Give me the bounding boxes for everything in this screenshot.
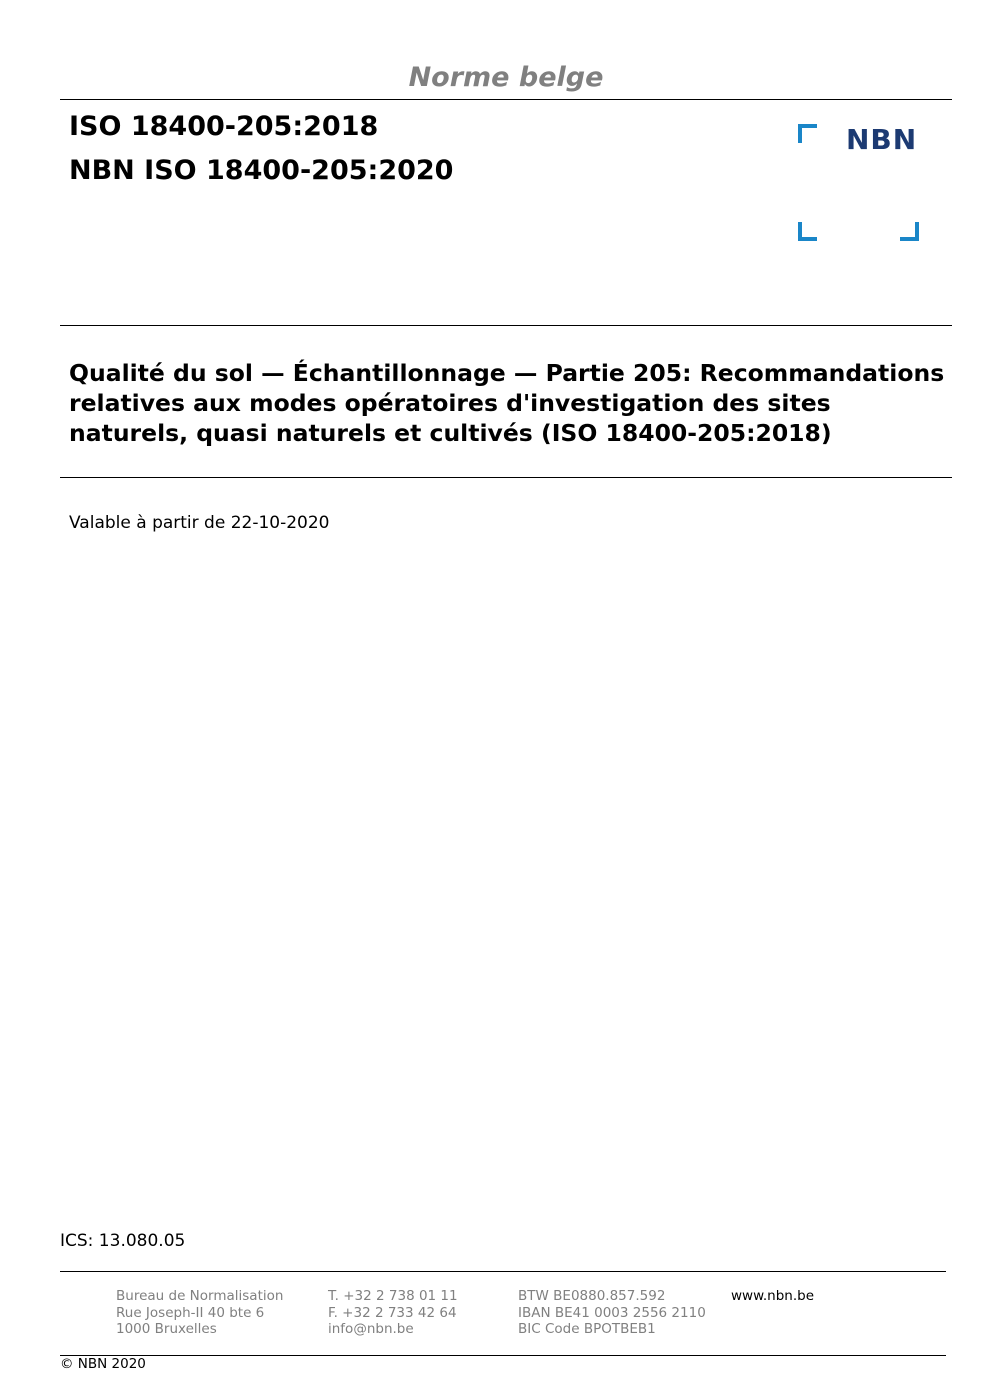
footer-line: BIC Code BPOTBEB1 (518, 1321, 656, 1337)
divider (60, 477, 952, 478)
footer-contact (328, 1288, 458, 1338)
title-line: naturels, quasi naturels et cultivés (ISO 18400-205:2018) (69, 419, 832, 447)
nbn-logo (798, 124, 920, 248)
validity-date: Valable à partir de 22-10-2020 (69, 513, 330, 533)
document-type-heading: Norme belge (408, 62, 604, 93)
document-title (69, 358, 949, 448)
divider (60, 325, 952, 326)
footer-fax: F. +32 2 733 42 64 (328, 1304, 457, 1321)
title-line: Qualité du sol — Échantillonnage — Partie 205: Recommandations (69, 359, 945, 387)
footer-bank (518, 1288, 706, 1338)
logo-corner-bottom-right-icon (900, 222, 919, 241)
footer-website-link[interactable] (731, 1288, 814, 1305)
footer-line: Bureau de Normalisation (116, 1288, 284, 1304)
logo-corner-stroke (800, 222, 817, 239)
ics-code: ICS: 13.080.05 (60, 1231, 186, 1251)
title-line: relatives aux modes opératoires d'investigation des sites (69, 389, 831, 417)
logo-corner-stroke (900, 222, 917, 239)
footer-email-link[interactable]: info@nbn.be (328, 1321, 414, 1337)
logo-corner-stroke (800, 126, 817, 143)
divider (60, 1355, 946, 1356)
footer-address (116, 1288, 283, 1338)
iso-standard-number: ISO 18400-205:2018 (69, 111, 379, 142)
footer-phone: T. +32 2 738 01 11 (328, 1288, 458, 1304)
nbn-logo-text: NBN (846, 123, 918, 156)
nbn-standard-number: NBN ISO 18400-205:2020 (69, 155, 454, 186)
copyright: © NBN 2020 (60, 1356, 146, 1372)
divider (60, 1271, 946, 1272)
footer-line: BTW BE0880.857.592 (518, 1288, 666, 1304)
logo-corner-top-left-icon (798, 124, 817, 143)
divider (60, 99, 952, 100)
footer-line: IBAN BE41 0003 2556 2110 (518, 1304, 706, 1321)
footer-line: 1000 Bruxelles (116, 1321, 217, 1337)
footer-website-text[interactable]: www.nbn.be (731, 1288, 815, 1304)
footer-line: Rue Joseph-II 40 bte 6 (116, 1304, 265, 1321)
logo-corner-bottom-left-icon (798, 222, 817, 241)
